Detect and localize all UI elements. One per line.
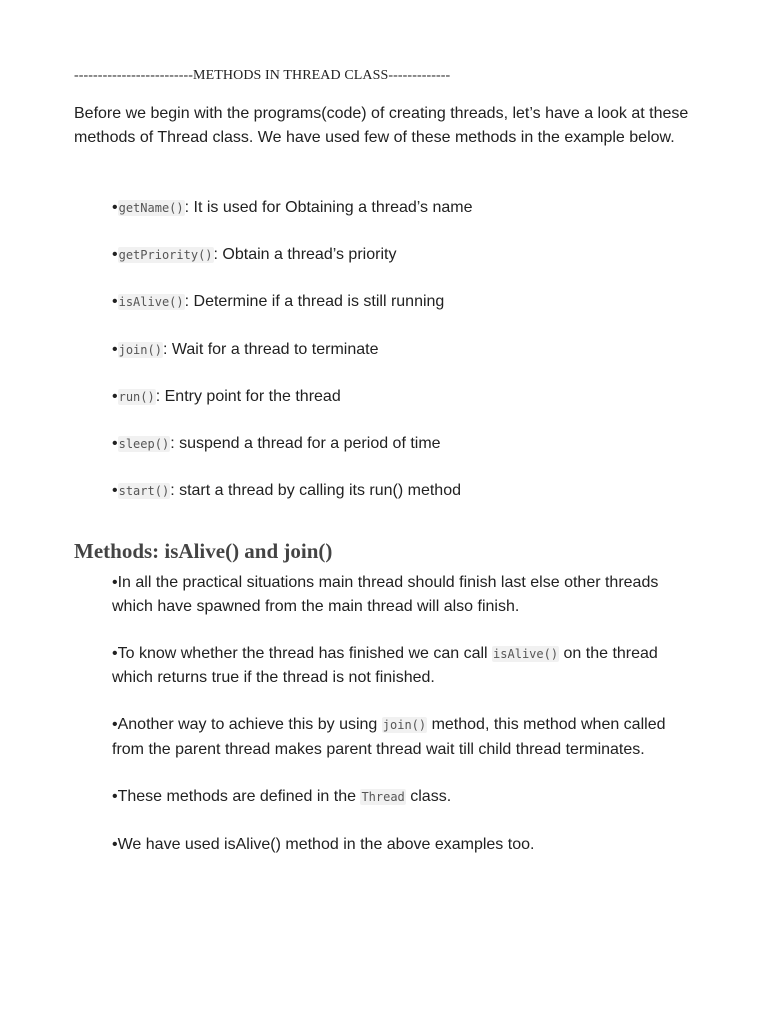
method-description: : Wait for a thread to terminate — [162, 340, 379, 358]
list-item — [112, 642, 694, 690]
bullet: • — [112, 340, 118, 358]
bullet: • — [112, 787, 118, 805]
bullet: • — [112, 293, 118, 311]
bullet: • — [112, 199, 118, 216]
bullet: • — [112, 644, 118, 662]
method-code: join() — [118, 342, 162, 357]
method-code: sleep() — [118, 436, 170, 451]
bullet: • — [112, 387, 118, 405]
point-text: We have used isAlive() method in the above examples too. — [117, 835, 535, 853]
point-text: method, this method when called from the parent thread makes parent thread wait till child thread terminates. — [112, 716, 666, 758]
method-code: run() — [118, 389, 155, 404]
method-description: : start a thread by calling its run() method — [170, 482, 461, 500]
list-item — [112, 785, 694, 810]
bullet: • — [112, 434, 118, 452]
intro-paragraph: Before we begin with the programs(code) of creating threads, let’s have a look at these methods of Thread class. We have used few of these methods in the example below. — [74, 105, 689, 146]
list-item — [112, 432, 473, 479]
method-code: getName() — [118, 201, 184, 215]
list-item — [112, 243, 473, 290]
inline-code: isAlive() — [493, 646, 559, 661]
subheading: Methods: isAlive() and join() — [74, 539, 333, 563]
point-text: class. — [405, 787, 452, 805]
list-item — [112, 385, 473, 432]
point-text: To know whether the thread has finished we can call — [117, 644, 493, 662]
list-item — [112, 196, 473, 243]
point-text: These methods are defined in the — [117, 787, 361, 805]
method-description: : Determine if a thread is still running — [184, 293, 445, 311]
point-text: In all the practical situations main thread should finish last else other threads which have spawned from the main thread will also finish. — [112, 574, 659, 615]
method-code: isAlive() — [118, 295, 184, 310]
list-item — [112, 479, 473, 526]
method-code: getPriority() — [118, 248, 213, 263]
bullet: • — [112, 574, 118, 591]
list-item — [112, 571, 694, 618]
list-item — [112, 338, 473, 385]
method-code: start() — [118, 484, 170, 499]
bullet: • — [112, 716, 118, 734]
method-description: : Entry point for the thread — [155, 387, 341, 405]
points-list — [112, 571, 694, 880]
method-description: : suspend a thread for a period of time — [170, 434, 441, 452]
bullet: • — [112, 835, 118, 853]
list-item — [112, 833, 694, 857]
bullet: • — [112, 246, 118, 264]
list-item — [112, 290, 473, 337]
method-description: : It is used for Obtaining a thread’s name — [184, 199, 473, 216]
section-heading: -------------------------METHODS IN THREAD CLASS------------- — [74, 68, 451, 83]
method-description: : Obtain a thread’s priority — [213, 246, 397, 264]
inline-code: Thread — [361, 789, 405, 804]
point-text: on the thread which returns true if the thread is not finished. — [112, 644, 658, 687]
bullet: • — [112, 482, 118, 500]
method-list — [112, 196, 473, 526]
point-text: Another way to achieve this by using — [117, 716, 382, 734]
inline-code: join() — [382, 718, 427, 733]
list-item — [112, 713, 694, 761]
